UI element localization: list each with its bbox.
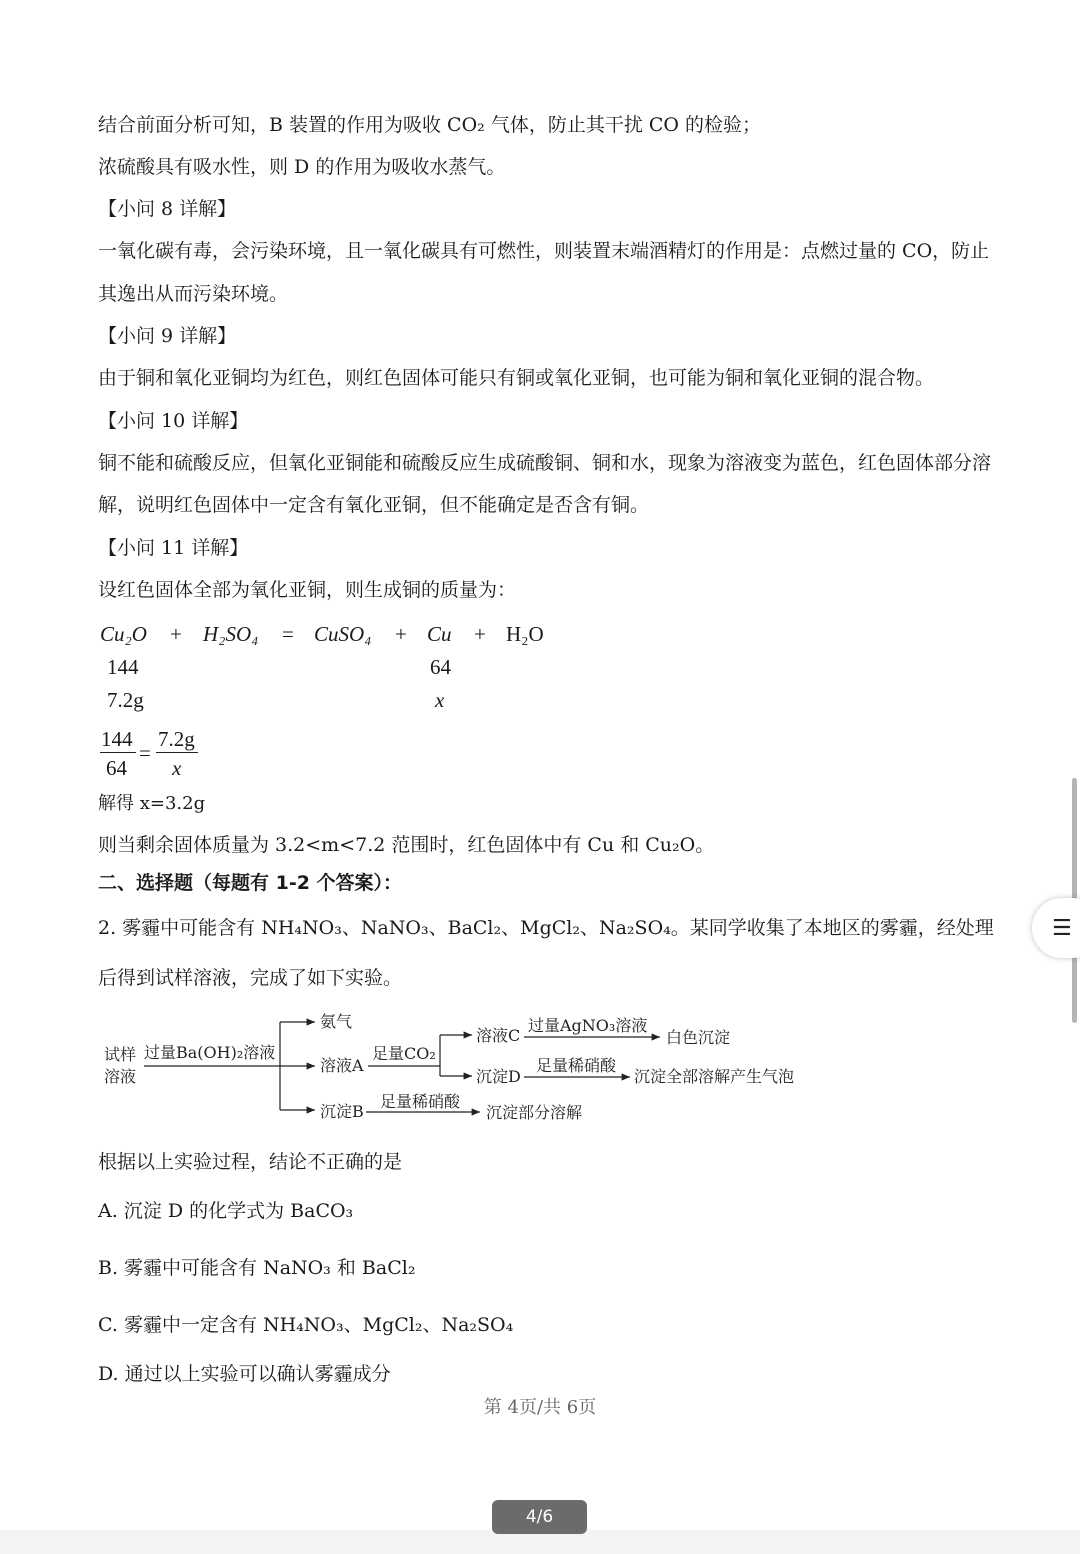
experiment-flow-diagram xyxy=(100,1008,820,1128)
text-line: 解，说明红色固体中一定含有氧化亚铜，但不能确定是否含有铜。 xyxy=(98,494,650,516)
reagent-label: 足量稀硝酸 xyxy=(536,1056,617,1075)
reagent-label: 足量稀硝酸 xyxy=(380,1092,461,1111)
solution-line: 解得 x=3.2g xyxy=(98,793,206,814)
text-line: 则当剩余固体质量为 3.2<m<7.2 范围时，红色固体中有 Cu 和 Cu₂O。 xyxy=(98,834,715,856)
reagent-label: 足量CO₂ xyxy=(372,1044,436,1063)
sample-label: 试样 xyxy=(104,1045,137,1064)
hamburger-menu-icon: ☰ xyxy=(1052,916,1072,941)
product-label: 氨气 xyxy=(320,1012,353,1031)
product-label: 沉淀D xyxy=(476,1067,521,1086)
equals-sign: = xyxy=(139,741,151,765)
eq-term: H₂SO₄ xyxy=(203,622,259,646)
sub-heading: 【小问 9 详解】 xyxy=(98,325,237,347)
product-label: 沉淀全部溶解产生气泡 xyxy=(634,1067,795,1086)
eq-term: + xyxy=(170,622,182,646)
sub-heading: 【小问 11 详解】 xyxy=(98,537,249,559)
product-label: 白色沉淀 xyxy=(666,1028,731,1047)
eq-term: CuSO₄ xyxy=(314,622,372,646)
text-line: 其逸出从而污染环境。 xyxy=(98,283,289,305)
molar-mass: 64 xyxy=(430,655,451,679)
question-line: 2. 雾霾中可能含有 NH₄NO₃、NaNO₃、BaCl₂、MgCl₂、Na₂SO₄。某同学收集了本地区的雾霾，经处理 xyxy=(98,917,994,939)
sample-label: 溶液 xyxy=(104,1067,137,1086)
text-line: 由于铜和氧化亚铜均为红色，则红色固体可能只有铜或氧化亚铜，也可能为铜和氧化亚铜的混合物。 xyxy=(98,367,935,389)
page-indicator: 4/6 xyxy=(492,1500,587,1534)
text-line: 一氧化碳有毒，会污染环境，且一氧化碳具有可燃性，则装置末端酒精灯的作用是：点燃过量的 CO，防止 xyxy=(98,240,990,262)
sub-heading: 【小问 10 详解】 xyxy=(98,410,249,432)
product-label: 溶液A xyxy=(320,1056,364,1075)
fraction-numerator: 7.2g xyxy=(158,727,195,751)
eq-term: Cu xyxy=(427,622,452,646)
fraction-denominator: 64 xyxy=(106,756,127,780)
reagent-label: 过量Ba(OH)₂溶液 xyxy=(144,1043,276,1062)
eq-term: + xyxy=(474,622,486,646)
unknown-mass: x xyxy=(435,688,445,712)
fraction-denominator: x xyxy=(172,756,182,780)
text-line: 浓硫酸具有吸水性，则 D 的作用为吸收水蒸气。 xyxy=(98,156,506,178)
section-heading: 二、选择题（每题有 1-2 个答案）： xyxy=(98,872,403,894)
sub-heading: 【小问 8 详解】 xyxy=(98,198,237,220)
fraction-bar xyxy=(156,752,198,753)
option-c: C. 雾霾中一定含有 NH₄NO₃、MgCl₂、Na₂SO₄ xyxy=(98,1314,514,1336)
question-line: 后得到试样溶液，完成了如下实验。 xyxy=(98,967,403,989)
text-line: 铜不能和硫酸反应，但氧化亚铜能和硫酸反应生成硫酸铜、铜和水，现象为溶液变为蓝色，红色固体部分溶 xyxy=(98,452,992,474)
question-prompt: 根据以上实验过程，结论不正确的是 xyxy=(98,1151,403,1173)
fraction-numerator: 144 xyxy=(101,727,133,751)
molar-mass: 144 xyxy=(107,655,139,679)
eq-term: + xyxy=(395,622,407,646)
option-d: D. 通过以上实验可以确认雾霾成分 xyxy=(98,1363,391,1385)
eq-term: H₂O xyxy=(506,622,544,646)
product-label: 沉淀部分溶解 xyxy=(486,1103,583,1122)
given-mass: 7.2g xyxy=(107,688,144,712)
text-line: 结合前面分析可知，B 装置的作用为吸收 CO₂ 气体，防止其干扰 CO 的检验； xyxy=(98,114,762,136)
eq-term: Cu₂O xyxy=(100,622,147,646)
reagent-label: 过量AgNO₃溶液 xyxy=(528,1016,648,1035)
text-line: 设红色固体全部为氧化亚铜，则生成铜的质量为： xyxy=(98,579,517,601)
product-label: 溶液C xyxy=(476,1026,521,1045)
page-footer: 第 4页/共 6页 xyxy=(483,1397,597,1418)
option-a: A. 沉淀 D 的化学式为 BaCO₃ xyxy=(98,1200,354,1222)
option-b: B. 雾霾中可能含有 NaNO₃ 和 BaCl₂ xyxy=(98,1257,416,1279)
fraction-bar xyxy=(100,752,136,753)
eq-term: = xyxy=(282,622,294,646)
product-label: 沉淀B xyxy=(320,1102,364,1121)
